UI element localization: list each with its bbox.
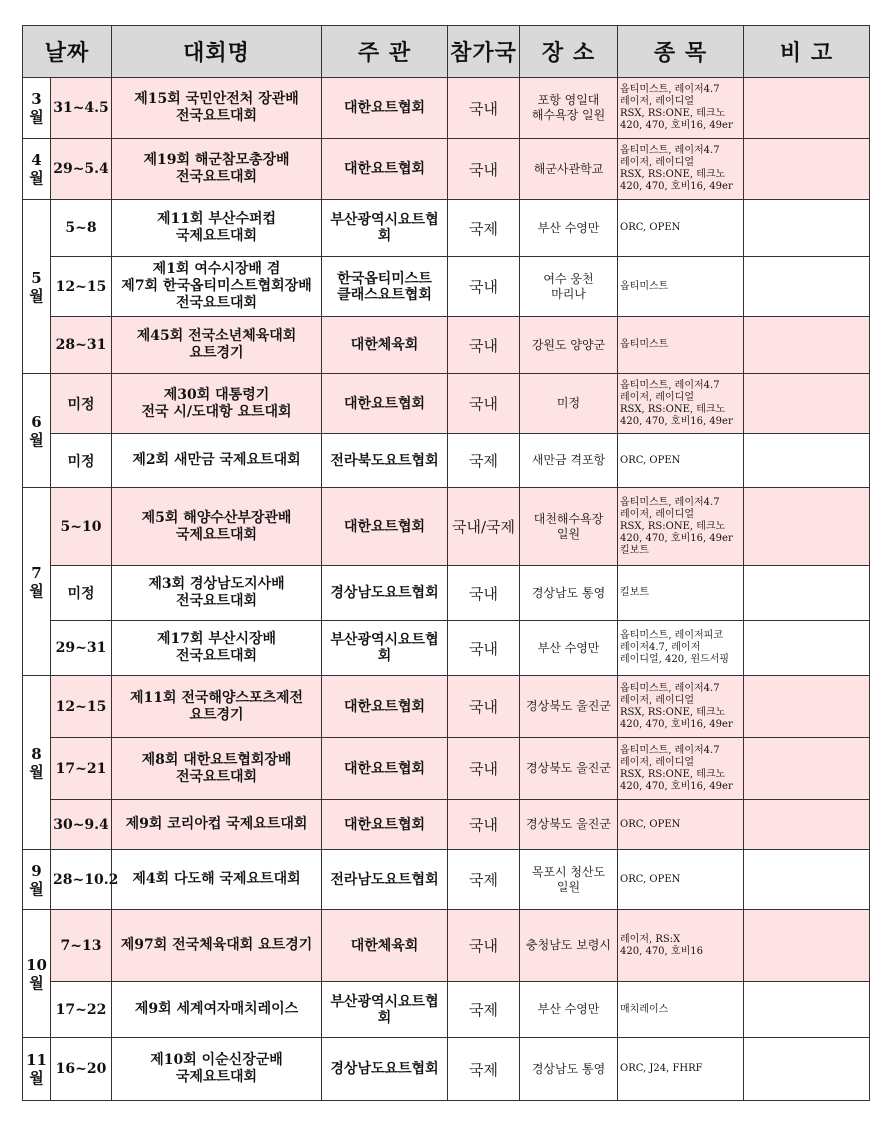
note-cell xyxy=(744,434,870,488)
venue-line: 마리나 xyxy=(551,286,586,301)
date-cell: 12~15 xyxy=(51,257,112,317)
event-name-cell xyxy=(112,566,322,621)
classes-cell xyxy=(618,317,744,374)
note-cell xyxy=(744,982,870,1038)
month-number: 3 xyxy=(31,90,42,108)
classes-line: 420, 470, 호비16, 49er xyxy=(620,415,733,427)
event-name-line: 국제요트대회 xyxy=(175,228,258,244)
date-cell: 31~4.5 xyxy=(51,78,112,139)
classes-line: 옵티미스트, 레이저4.7 xyxy=(620,496,720,508)
host-line: 부산광역시요트협회 xyxy=(330,632,439,664)
event-name-cell xyxy=(112,800,322,850)
host-cell xyxy=(322,800,448,850)
note-cell xyxy=(744,676,870,738)
event-name-cell xyxy=(112,488,322,566)
month-cell xyxy=(23,374,51,488)
venue-line: 새만금 격포항 xyxy=(531,453,606,467)
classes-line: 옵티미스트, 레이저4.7 xyxy=(620,379,720,391)
date-cell: 5~10 xyxy=(51,488,112,566)
table-row xyxy=(23,200,870,257)
event-name-line: 제10회 이순신장군배 xyxy=(150,1052,283,1068)
host-line: 대한체육회 xyxy=(350,937,419,954)
month-number: 4 xyxy=(31,151,42,169)
event-name-line: 전국요트대회 xyxy=(175,295,258,311)
classes-cell xyxy=(618,488,744,566)
classes-line: 420, 470, 호비16, 49er xyxy=(620,532,733,544)
scope-cell: 국제 xyxy=(448,850,520,910)
note-cell xyxy=(744,488,870,566)
venue-line: 일원 xyxy=(556,526,581,541)
classes-line: 레이저, 레이디얼 xyxy=(620,508,694,520)
venue-line: 부산 수영만 xyxy=(537,1002,600,1016)
host-line: 대한요트협회 xyxy=(343,100,426,116)
event-name-cell xyxy=(112,982,322,1038)
classes-cell xyxy=(618,910,744,982)
date-cell: 28~31 xyxy=(51,317,112,374)
month-unit: 월 xyxy=(29,108,44,126)
note-cell xyxy=(744,910,870,982)
venue-line: 충청남도 보령시 xyxy=(526,938,611,952)
table-row xyxy=(23,1038,870,1101)
venue-cell xyxy=(520,910,618,982)
event-name-line: 제9회 코리아컵 국제요트대회 xyxy=(125,816,308,832)
event-name-line: 제17회 부산시장배 xyxy=(157,631,277,647)
note-cell xyxy=(744,200,870,257)
scope-cell: 국내 xyxy=(448,800,520,850)
month-unit: 월 xyxy=(29,762,44,781)
venue-cell xyxy=(520,78,618,139)
event-name-line: 전국요트대회 xyxy=(175,768,258,785)
month-unit: 월 xyxy=(29,430,44,449)
host-cell xyxy=(322,78,448,139)
date-cell: 30~9.4 xyxy=(51,800,112,850)
scope-cell: 국내/국제 xyxy=(448,488,520,566)
event-name-line: 제7회 한국옵티미스트협회장배 xyxy=(121,278,312,294)
host-cell xyxy=(322,1038,448,1101)
venue-line: 경상북도 울진군 xyxy=(526,699,611,713)
venue-line: 해군사관학교 xyxy=(533,161,604,176)
note-cell xyxy=(744,850,870,910)
host-cell xyxy=(322,488,448,566)
table-row xyxy=(23,139,870,200)
date-cell: 17~21 xyxy=(51,738,112,800)
month-unit: 월 xyxy=(29,286,44,305)
date-cell: 16~20 xyxy=(51,1038,112,1101)
month-cell xyxy=(23,1038,51,1101)
host-line: 경상남도요트협회 xyxy=(330,585,439,601)
host-line: 전라남도요트협회 xyxy=(330,871,439,888)
classes-line: 레이디얼, 420, 윈드서핑 xyxy=(620,654,730,665)
event-name-line: 국제요트대회 xyxy=(175,526,258,543)
month-unit: 월 xyxy=(29,879,44,898)
venue-line: 경상남도 통영 xyxy=(531,1061,606,1076)
event-name-line: 요트경기 xyxy=(189,345,244,361)
classes-cell xyxy=(618,566,744,621)
classes-line: 420, 470, 호비16 xyxy=(620,945,703,957)
header-scope: 참가국 xyxy=(448,26,520,78)
event-name-cell xyxy=(112,1038,322,1101)
host-cell xyxy=(322,676,448,738)
event-name-cell xyxy=(112,738,322,800)
event-name-line: 제2회 새만금 국제요트대회 xyxy=(132,452,301,468)
event-name-cell xyxy=(112,374,322,434)
header-date: 날짜 xyxy=(23,26,112,78)
table-row xyxy=(23,621,870,676)
venue-line: 경상북도 울진군 xyxy=(526,761,611,775)
venue-line: 경상남도 통영 xyxy=(531,585,606,600)
date-cell: 29~5.4 xyxy=(51,139,112,200)
classes-line: RSX, RS:ONE, 테크노 xyxy=(620,403,726,415)
scope-cell: 국내 xyxy=(448,676,520,738)
note-cell xyxy=(744,257,870,317)
scope-cell: 국제 xyxy=(448,434,520,488)
table-row xyxy=(23,982,870,1038)
note-cell xyxy=(744,78,870,139)
classes-line: ORC, OPEN xyxy=(620,873,681,885)
venue-cell xyxy=(520,488,618,566)
host-line: 대한요트협회 xyxy=(343,816,426,833)
schedule-table xyxy=(22,25,870,1101)
classes-cell xyxy=(618,1038,744,1101)
event-name-line: 제9회 세계여자매치레이스 xyxy=(134,1001,299,1017)
classes-cell xyxy=(618,676,744,738)
classes-cell xyxy=(618,738,744,800)
table-row xyxy=(23,374,870,434)
venue-cell xyxy=(520,434,618,488)
host-line: 한국옵티미스트 xyxy=(337,270,432,287)
event-name-line: 제97회 전국체육대회 요트경기 xyxy=(120,937,313,953)
header-events: 종 목 xyxy=(618,26,744,78)
note-cell xyxy=(744,738,870,800)
classes-line: ORC, J24, FHRF xyxy=(620,1063,703,1074)
host-cell xyxy=(322,317,448,374)
host-cell xyxy=(322,566,448,621)
venue-cell xyxy=(520,676,618,738)
classes-line: 420, 470, 호비16, 49er xyxy=(620,181,733,192)
event-name-line: 요트경기 xyxy=(189,706,244,723)
venue-cell xyxy=(520,374,618,434)
scope-cell: 국내 xyxy=(448,566,520,621)
classes-line: 420, 470, 호비16, 49er xyxy=(620,780,733,792)
event-name-line: 제11회 부산수퍼컵 xyxy=(157,211,277,227)
table-row xyxy=(23,488,870,566)
venue-line: 일원 xyxy=(556,879,581,894)
schedule-body xyxy=(23,78,870,1101)
host-cell xyxy=(322,200,448,257)
classes-cell xyxy=(618,374,744,434)
scope-cell: 국내 xyxy=(448,374,520,434)
event-name-line: 제30회 대통령기 xyxy=(163,386,270,403)
month-unit: 월 xyxy=(29,169,44,187)
event-name-line: 전국 시/도대항 요트대회 xyxy=(141,403,292,420)
event-name-line: 제45회 전국소년체육대회 xyxy=(136,328,297,344)
classes-line: 옵티미스트, 레이저피코 xyxy=(620,630,723,641)
host-cell xyxy=(322,374,448,434)
venue-cell xyxy=(520,1038,618,1101)
table-row xyxy=(23,676,870,738)
event-name-line: 전국요트대회 xyxy=(175,108,258,124)
scope-cell: 국내 xyxy=(448,317,520,374)
month-number: 10 xyxy=(26,955,47,974)
date-cell: 미정 xyxy=(51,566,112,621)
month-number: 9 xyxy=(31,861,42,880)
date-cell: 5~8 xyxy=(51,200,112,257)
month-cell xyxy=(23,850,51,910)
classes-line: 킬보트 xyxy=(620,587,649,598)
host-line: 전라북도요트협회 xyxy=(330,452,439,469)
classes-cell xyxy=(618,621,744,676)
classes-cell xyxy=(618,78,744,139)
note-cell xyxy=(744,566,870,621)
month-unit: 월 xyxy=(29,1069,44,1087)
host-line: 대한요트협회 xyxy=(343,395,426,412)
host-line: 부산광역시요트협회 xyxy=(330,993,439,1026)
date-cell: 미정 xyxy=(51,374,112,434)
date-cell: 28~10.2 xyxy=(51,850,112,910)
month-cell xyxy=(23,200,51,374)
venue-cell xyxy=(520,566,618,621)
venue-cell xyxy=(520,982,618,1038)
classes-line: 레이저, 레이디얼 xyxy=(620,694,694,706)
event-name-cell xyxy=(112,676,322,738)
table-row xyxy=(23,78,870,139)
classes-line: 레이저, 레이디얼 xyxy=(620,756,694,768)
date-cell: 17~22 xyxy=(51,982,112,1038)
host-cell xyxy=(322,257,448,317)
host-line: 대한요트협회 xyxy=(343,698,426,715)
scope-cell: 국내 xyxy=(448,621,520,676)
classes-line: 옵티미스트, 레이저4.7 xyxy=(620,145,720,156)
header-row xyxy=(23,26,870,78)
table-row xyxy=(23,434,870,488)
scope-cell: 국내 xyxy=(448,78,520,139)
venue-line: 강원도 양양군 xyxy=(531,337,606,352)
scope-cell: 국내 xyxy=(448,910,520,982)
scope-cell: 국제 xyxy=(448,200,520,257)
month-number: 7 xyxy=(31,563,42,582)
month-number: 5 xyxy=(31,268,42,287)
note-cell xyxy=(744,374,870,434)
classes-cell xyxy=(618,200,744,257)
classes-line: 레이저, RS:X xyxy=(620,933,681,945)
host-line: 대한요트협회 xyxy=(343,161,426,177)
note-cell xyxy=(744,1038,870,1101)
event-name-line: 제15회 국민안전처 장관배 xyxy=(134,91,299,107)
month-number: 6 xyxy=(31,412,42,431)
venue-cell xyxy=(520,850,618,910)
event-name-line: 제8회 대한요트협회장배 xyxy=(141,751,292,768)
classes-cell xyxy=(618,257,744,317)
classes-line: ORC, OPEN xyxy=(620,454,681,466)
event-name-line: 제19회 해군참모총장배 xyxy=(143,152,290,168)
classes-line: 레이저4.7, 레이저 xyxy=(620,642,701,653)
classes-line: 옵티미스트 xyxy=(620,339,669,350)
note-cell xyxy=(744,800,870,850)
classes-line: 옵티미스트, 레이저4.7 xyxy=(620,84,720,95)
venue-line: 대천해수욕장 xyxy=(533,511,604,526)
event-name-cell xyxy=(112,434,322,488)
event-name-line: 제1회 여수시장배 겸 xyxy=(152,261,281,277)
classes-line: 레이저, 레이디얼 xyxy=(620,157,694,168)
event-name-cell xyxy=(112,200,322,257)
scope-cell: 국내 xyxy=(448,139,520,200)
host-cell xyxy=(322,738,448,800)
host-line: 대한요트협회 xyxy=(343,760,426,777)
month-unit: 월 xyxy=(29,973,44,992)
host-line: 부산광역시요트협회 xyxy=(330,212,439,244)
host-line: 경상남도요트협회 xyxy=(330,1061,439,1077)
scope-cell: 국내 xyxy=(448,738,520,800)
venue-line: 여수 웅천 xyxy=(543,271,594,286)
classes-cell xyxy=(618,800,744,850)
header-note: 비 고 xyxy=(744,26,870,78)
host-line: 클래스요트협회 xyxy=(337,286,432,303)
event-name-line: 전국요트대회 xyxy=(175,648,258,664)
table-row xyxy=(23,566,870,621)
header-host: 주 관 xyxy=(322,26,448,78)
table-row xyxy=(23,850,870,910)
host-cell xyxy=(322,621,448,676)
classes-line: 420, 470, 호비16, 49er xyxy=(620,718,733,730)
note-cell xyxy=(744,621,870,676)
classes-line: 420, 470, 호비16, 49er xyxy=(620,120,733,131)
event-name-line: 전국요트대회 xyxy=(175,169,258,185)
table-row xyxy=(23,910,870,982)
classes-line: ORC, OPEN xyxy=(620,222,681,233)
classes-cell xyxy=(618,982,744,1038)
header-name: 대회명 xyxy=(112,26,322,78)
scope-cell: 국내 xyxy=(448,257,520,317)
venue-line: 목포시 청산도 xyxy=(531,864,606,879)
host-cell xyxy=(322,434,448,488)
event-name-line: 제5회 해양수산부장관배 xyxy=(141,509,292,526)
venue-cell xyxy=(520,800,618,850)
table-row xyxy=(23,738,870,800)
event-name-cell xyxy=(112,850,322,910)
note-cell xyxy=(744,317,870,374)
classes-line: 킬보트 xyxy=(620,544,649,556)
month-number: 11 xyxy=(26,1051,47,1069)
date-cell: 7~13 xyxy=(51,910,112,982)
event-name-cell xyxy=(112,139,322,200)
classes-line: RSX, RS:ONE, 테크노 xyxy=(620,520,726,532)
classes-cell xyxy=(618,139,744,200)
classes-line: RSX, RS:ONE, 테크노 xyxy=(620,768,726,780)
event-name-line: 전국요트대회 xyxy=(175,593,258,609)
scope-cell: 국제 xyxy=(448,1038,520,1101)
event-name-cell xyxy=(112,910,322,982)
venue-cell xyxy=(520,200,618,257)
host-cell xyxy=(322,982,448,1038)
date-cell: 29~31 xyxy=(51,621,112,676)
venue-cell xyxy=(520,738,618,800)
table-row xyxy=(23,257,870,317)
venue-line: 경상북도 울진군 xyxy=(526,817,611,831)
classes-cell xyxy=(618,850,744,910)
date-cell: 미정 xyxy=(51,434,112,488)
classes-cell xyxy=(618,434,744,488)
classes-line: RSX, RS:ONE, 테크노 xyxy=(620,706,726,718)
event-name-line: 국제요트대회 xyxy=(175,1069,258,1085)
venue-cell xyxy=(520,139,618,200)
venue-line: 미정 xyxy=(556,396,581,410)
month-cell xyxy=(23,139,51,200)
venue-line: 포항 영일대 xyxy=(537,93,600,107)
classes-line: ORC, OPEN xyxy=(620,818,681,830)
event-name-cell xyxy=(112,257,322,317)
classes-line: 레이저, 레이디얼 xyxy=(620,96,694,107)
classes-line: RSX, RS:ONE, 테크노 xyxy=(620,169,726,180)
venue-line: 해수욕장 일원 xyxy=(531,108,606,122)
event-name-cell xyxy=(112,621,322,676)
host-line: 대한요트협회 xyxy=(343,518,426,535)
host-line: 대한체육회 xyxy=(350,337,419,353)
host-cell xyxy=(322,850,448,910)
header-venue: 장 소 xyxy=(520,26,618,78)
event-name-cell xyxy=(112,317,322,374)
classes-line: 옵티미스트, 레이저4.7 xyxy=(620,682,720,694)
host-cell xyxy=(322,910,448,982)
date-cell: 12~15 xyxy=(51,676,112,738)
event-name-line: 제11회 전국해양스포츠제전 xyxy=(129,689,304,706)
table-row xyxy=(23,800,870,850)
host-cell xyxy=(322,139,448,200)
month-cell xyxy=(23,488,51,676)
month-unit: 월 xyxy=(29,581,44,600)
classes-line: 옵티미스트 xyxy=(620,280,669,292)
scope-cell: 국제 xyxy=(448,982,520,1038)
classes-line: RSX, RS:ONE, 테크노 xyxy=(620,108,726,119)
venue-line: 부산 수영만 xyxy=(537,640,600,655)
month-cell xyxy=(23,910,51,1038)
classes-line: 옵티미스트, 레이저4.7 xyxy=(620,744,720,756)
venue-cell xyxy=(520,317,618,374)
classes-line: 레이저, 레이디얼 xyxy=(620,391,694,403)
venue-cell xyxy=(520,257,618,317)
classes-line: 매치레이스 xyxy=(620,1003,669,1015)
month-cell xyxy=(23,676,51,850)
month-number: 8 xyxy=(31,744,42,763)
venue-cell xyxy=(520,621,618,676)
event-name-line: 제3회 경상남도지사배 xyxy=(148,576,285,592)
event-name-line: 제4회 다도해 국제요트대회 xyxy=(132,871,301,887)
venue-line: 부산 수영만 xyxy=(537,220,600,235)
event-name-cell xyxy=(112,78,322,139)
month-cell xyxy=(23,78,51,139)
table-row xyxy=(23,317,870,374)
note-cell xyxy=(744,139,870,200)
